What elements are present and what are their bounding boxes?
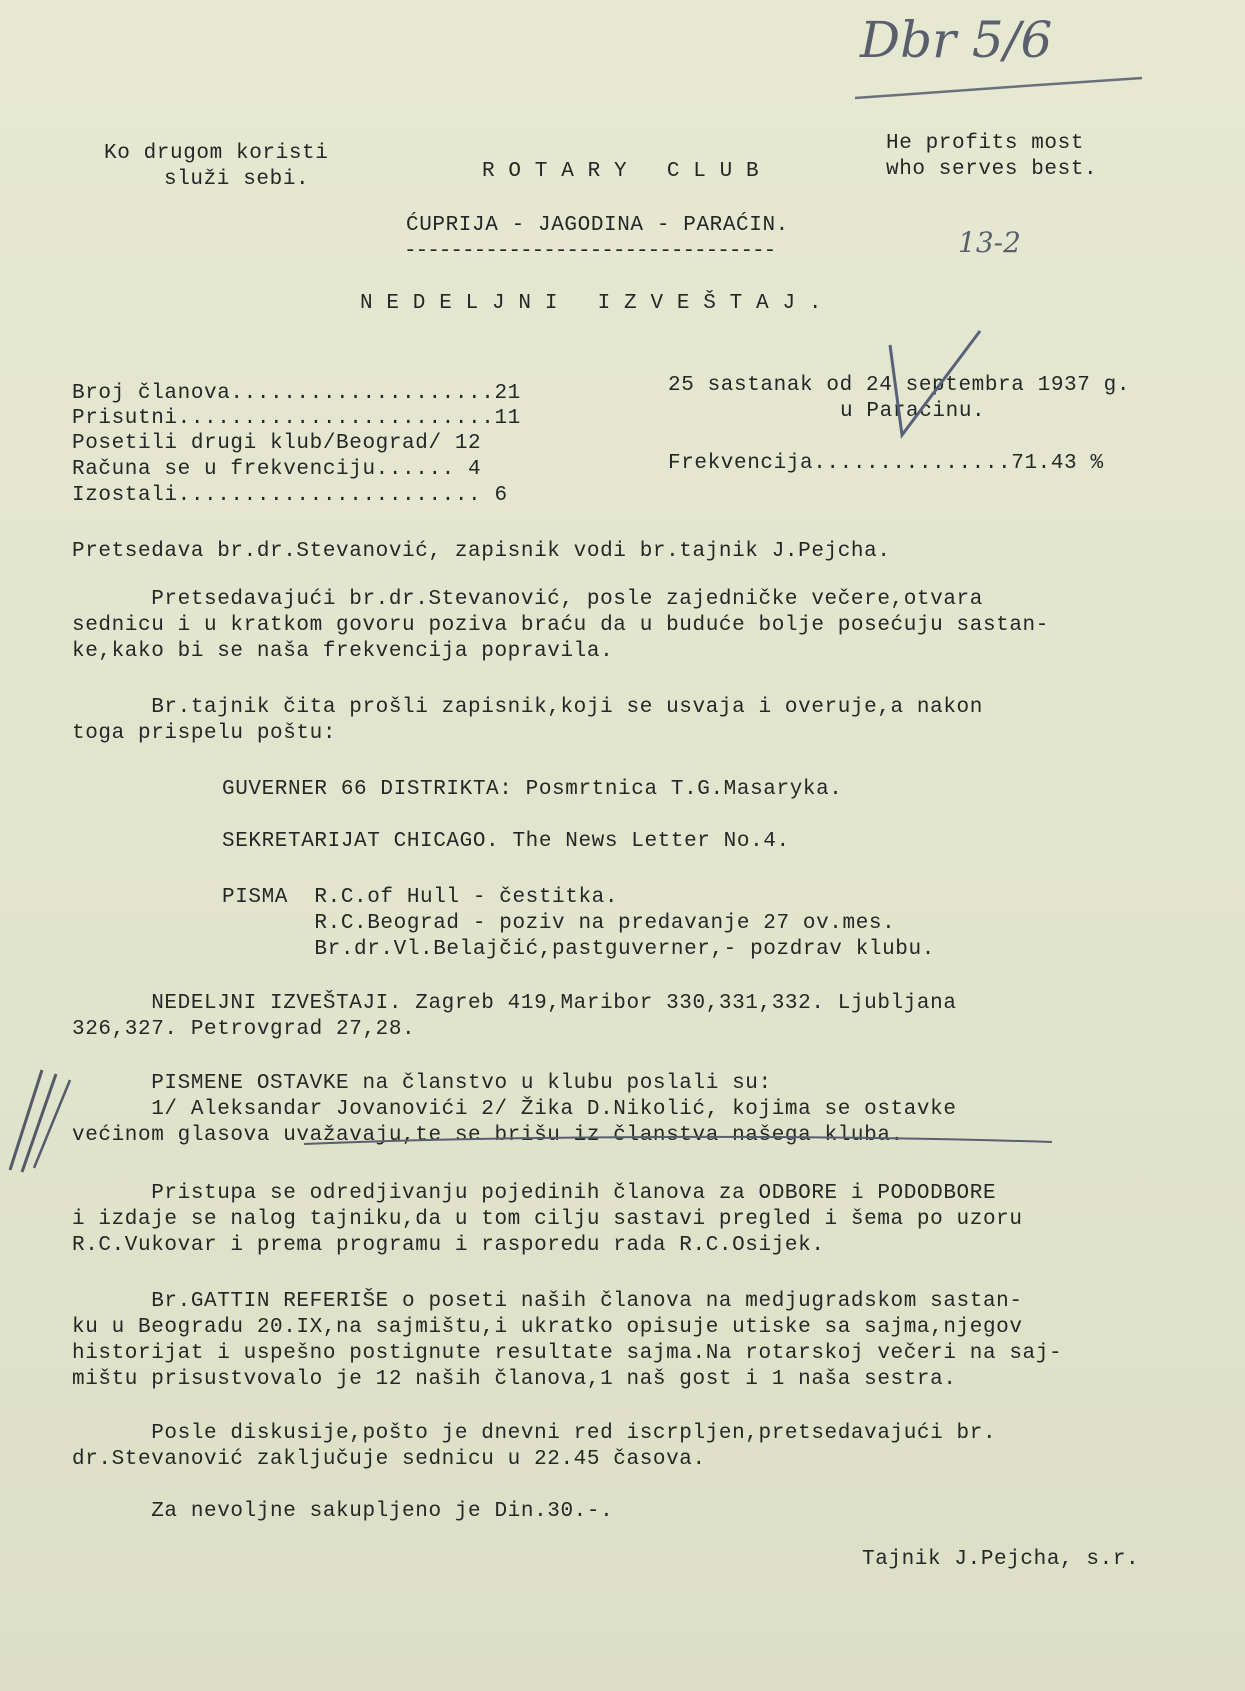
archive-mark-underline bbox=[850, 70, 1150, 105]
stat-counted: Računa se u frekvenciju...... 4 bbox=[72, 458, 482, 481]
club-name: R O T A R Y C L U B bbox=[482, 160, 760, 183]
weekly-reports-2: 326,327. Petrovgrad 27,28. bbox=[72, 1018, 416, 1041]
stat-present: Prisutni........................11 bbox=[72, 407, 521, 430]
stat-members: Broj članova....................21 bbox=[72, 382, 521, 405]
archive-mark: Dbr 5/6 bbox=[860, 11, 1053, 69]
resignations-2: 1/ Aleksandar Jovanovići 2/ Žika D.Nikolić, kojima se ostavke bbox=[72, 1098, 957, 1121]
report-title: N E D E L J N I I Z V E Š T A J . bbox=[360, 292, 823, 315]
margin-strokes-icon bbox=[0, 1060, 80, 1180]
closing-1: Posle diskusije,pošto je dnevni red iscrpljen,pretsedavajući br. bbox=[72, 1422, 997, 1445]
gattin-report-2: ku u Beogradu 20.IX,na sajmištu,i ukratko opisuje utiske sa sajma,njegov bbox=[72, 1316, 1023, 1339]
chair-line: Pretsedava br.dr.Stevanović, zapisnik vodi br.tajnik J.Pejcha. bbox=[72, 540, 891, 563]
committees-3: R.C.Vukovar i prema programu i rasporedu rada R.C.Osijek. bbox=[72, 1234, 825, 1257]
frequency: Frekvencija...............71.43 % bbox=[668, 452, 1104, 475]
mail-letters-2: R.C.Beograd - poziv na predavanje 27 ov.mes. bbox=[222, 912, 896, 935]
motto-right-line1: He profits most bbox=[886, 132, 1085, 155]
resignation-underline bbox=[300, 1126, 1060, 1156]
gattin-report-1: Br.GATTIN REFERIŠE o poseti naših članova na medjugradskom sastan- bbox=[72, 1290, 1023, 1313]
closing-2: dr.Stevanović zaključuje sednicu u 22.45 časova. bbox=[72, 1448, 706, 1471]
resignations-3: većinom glasova uvažavaju,te se brišu iz članstva našega kluba. bbox=[72, 1124, 904, 1147]
resignations-1: PISMENE OSTAVKE na članstvo u klubu poslali su: bbox=[72, 1072, 772, 1095]
meeting-date: 25 sastanak od 24 septembra 1937 g. bbox=[668, 374, 1131, 397]
mail-letters-3: Br.dr.Vl.Belajčić,pastguverner,- pozdrav klubu. bbox=[222, 938, 935, 961]
signature: Tajnik J.Pejcha, s.r. bbox=[862, 1548, 1140, 1571]
stat-absent: Izostali....................... 6 bbox=[72, 484, 508, 507]
paragraph-minutes-2: toga prispelu poštu: bbox=[72, 722, 337, 745]
check-mark-icon bbox=[880, 325, 990, 445]
motto-left-line1: Ko drugom koristi bbox=[104, 142, 329, 165]
gattin-report-4: mištu prisustvovalo je 12 naših članova,1 naš gost i 1 naša sestra. bbox=[72, 1368, 957, 1391]
motto-right-line2: who serves best. bbox=[886, 158, 1098, 181]
paragraph-opening-1: Pretsedavajući br.dr.Stevanović, posle zajedničke večere,otvara bbox=[72, 588, 983, 611]
weekly-reports-1: NEDELJNI IZVEŠTAJI. Zagreb 419,Maribor 330,331,332. Ljubljana bbox=[72, 992, 957, 1015]
paragraph-opening-2: sednicu i u kratkom govoru poziva braću da u buduće bolje posećuju sastan- bbox=[72, 614, 1049, 637]
club-cities: ĆUPRIJA - JAGODINA - PARAĆIN. bbox=[406, 214, 789, 237]
motto-left-line2: služi sebi. bbox=[164, 168, 310, 191]
meeting-place: u Paraćinu. bbox=[840, 400, 986, 423]
stat-visited: Posetili drugi klub/Beograd/ 12 bbox=[72, 432, 482, 455]
mail-chicago: SEKRETARIJAT CHICAGO. The News Letter No.4. bbox=[222, 830, 790, 853]
mail-governor: GUVERNER 66 DISTRIKTA: Posmrtnica T.G.Masaryka. bbox=[222, 778, 843, 801]
gattin-report-3: historijat i uspešno postignute resultate sajma.Na rotarskoj večeri na saj- bbox=[72, 1342, 1063, 1365]
side-mark: 13-2 bbox=[958, 226, 1021, 259]
header-rule: -------------------------------- bbox=[404, 240, 776, 263]
paragraph-opening-3: ke,kako bi se naša frekvencija popravila. bbox=[72, 640, 614, 663]
collection: Za nevoljne sakupljeno je Din.30.-. bbox=[72, 1500, 614, 1523]
paragraph-minutes-1: Br.tajnik čita prošli zapisnik,koji se usvaja i overuje,a nakon bbox=[72, 696, 983, 719]
mail-letters-1: PISMA R.C.of Hull - čestitka. bbox=[222, 886, 619, 909]
committees-1: Pristupa se odredjivanju pojedinih članova za ODBORE i PODODBORE bbox=[72, 1182, 997, 1205]
committees-2: i izdaje se nalog tajniku,da u tom cilju sastavi pregled i šema po uzoru bbox=[72, 1208, 1023, 1231]
